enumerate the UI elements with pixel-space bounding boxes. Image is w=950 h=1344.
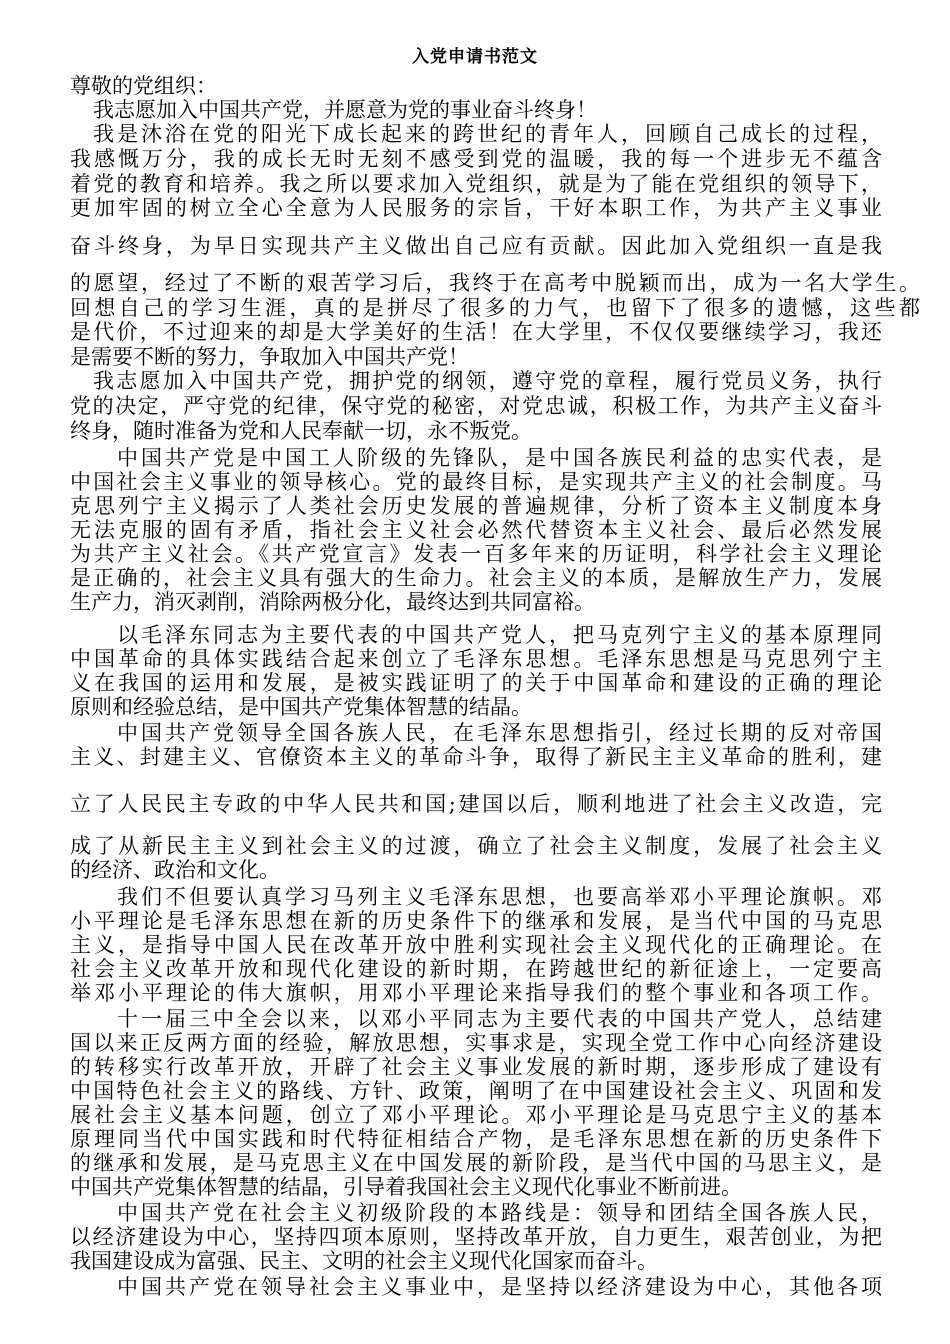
text-line: 成了从新民主主义到社会主义的过渡，确立了社会主义制度，发展了社会主义 (70, 834, 882, 858)
text-line: 中国共产党集体智慧的结晶，引导着我国社会主义现代化事业不断前进。 (70, 1175, 742, 1199)
text-line: 原理同当代中国实践和时代特征相结合产物，是毛泽东思想在新的历史条件下 (70, 1127, 882, 1151)
text-line: 的转移实行改革开放，开辟了社会主义事业发展的新时期，逐步形成了建设有 (70, 1055, 882, 1079)
text-line: 的继承和发展，是马克思主义在中国发展的新阶段，是当代中国的马思主义，是 (70, 1151, 882, 1175)
text-line: 中国共产党在社会主义初级阶段的本路线是：领导和团结全国各族人民， (117, 1201, 882, 1225)
text-line: 更加牢固的树立全心全意为人民服务的宗旨，干好本职工作，为共产主义事业 (70, 196, 882, 220)
text-line: 的愿望，经过了不断的艰苦学习后，我终于在高考中脱颖而出，成为一名大学生。 (70, 271, 920, 295)
text-line: 是正确的，社会主义具有强大的生命力。社会主义的本质，是解放生产力，发展 (70, 566, 882, 590)
text-line: 我志愿加入中国共产党，并愿意为党的事业奋斗终身！ (93, 98, 597, 122)
text-line: 主义、封建主义、官僚资本主义的革命斗争，取得了新民主主义革命的胜利，建 (70, 745, 882, 769)
text-line: 党的决定，严守党的纪律，保守党的秘密，对党忠诚，积极工作，为共产主义奋斗 (70, 394, 882, 418)
text-line: 举邓小平理论的伟大旗帜，用邓小平理论来指导我们的整个事业和各项工作。 (70, 981, 882, 1005)
salutation: 尊敬的党组织： (70, 74, 217, 98)
text-line: 生产力，消灭剥削，消除两极分化，最终达到共同富裕。 (70, 590, 595, 614)
text-line: 无法克服的固有矛盾，指社会主义社会必然代替资本主义社会、最后必然发展 (70, 518, 882, 542)
text-line: 社会主义改革开放和现代化建设的新时期，在跨越世纪的新征途上，一定要高 (70, 957, 882, 981)
text-line: 中国社会主义事业的领导核心。党的最终目标，是实现共产主义的社会制度。马 (70, 470, 882, 494)
text-line: 国以来正反两方面的经验，解放思想，实事求是，实现全党工作中心向经济建设 (70, 1031, 882, 1055)
text-line: 回想自己的学习生涯，真的是拼尽了很多的力气，也留下了很多的遗憾，这些都 (70, 296, 920, 320)
text-line: 是需要不断的努力，争取加入中国共产党！ (70, 345, 469, 369)
text-line: 终身，随时准备为党和人民奉献一切，永不叛党。 (70, 419, 532, 443)
text-line: 中国共产党领导全国各族人民，在毛泽东思想指引，经过长期的反对帝国 (117, 721, 882, 745)
text-line: 我是沐浴在党的阳光下成长起来的跨世纪的青年人，回顾自己成长的过程， (93, 122, 882, 146)
text-line: 奋斗终身，为早日实现共产主义做出自己应有贡献。因此加入党组织一直是我 (70, 234, 882, 258)
document-title: 入党申请书范文 (412, 47, 538, 67)
text-line: 小平理论是毛泽东思想在新的历史条件下的继承和发展，是当代中国的马克思 (70, 909, 882, 933)
text-line: 原则和经验总结，是中国共产党集体智慧的结晶。 (70, 695, 532, 719)
text-line: 为共产主义社会。《共产党宣言》发表一百多年来的历证明，科学社会主义理论 (70, 542, 882, 566)
text-line: 我感慨万分，我的成长无时无刻不感受到党的温暖，我的每一个进步无不蕴含 (70, 147, 882, 171)
text-line: 中国特色社会主义的路线、方针、政策，阐明了在中国建设社会主义、巩固和发 (70, 1079, 882, 1103)
text-line: 主义，是指导中国人民在改革开放中胜利实现社会主义现代化的正确理论。在 (70, 933, 882, 957)
text-line: 是代价，不过迎来的却是大学美好的生活！在大学里，不仅仅要继续学习，我还 (70, 320, 882, 344)
text-line: 的经济、政治和文化。 (70, 858, 280, 882)
text-line: 我志愿加入中国共产党，拥护党的纲领，遵守党的章程，履行党员义务，执行 (93, 369, 882, 393)
text-line: 中国革命的具体实践结合起来创立了毛泽东思想。毛泽东思想是马克思列宁主 (70, 647, 882, 671)
text-line: 以经济建设为中心，坚持四项本原则，坚持改革开放，自力更生，艰苦创业，为把 (70, 1225, 882, 1249)
text-line: 克思列宁主义揭示了人类社会历史发展的普遍规律，分析了资本主义制度本身 (70, 494, 882, 518)
text-line: 中国共产党在领导社会主义事业中，是坚持以经济建设为中心，其他各项 (117, 1275, 882, 1299)
text-line: 着党的教育和培养。我之所以要求加入党组织，就是为了能在党组织的领导下， (70, 172, 882, 196)
text-line: 义在我国的运用和发展，是被实践证明了的关于中国革命和建设的正确的理论 (70, 671, 882, 695)
text-line: 展社会主义基本问题，创立了邓小平理论。邓小平理论是马克思宁主义的基本 (70, 1103, 882, 1127)
text-line: 以毛泽东同志为主要代表的中国共产党人，把马克列宁主义的基本原理同 (117, 623, 882, 647)
text-line: 我国建设成为富强、民主、文明的社会主义现代化国家而奋斗。 (70, 1249, 658, 1273)
text-line: 中国共产党是中国工人阶级的先锋队，是中国各族民利益的忠实代表，是 (117, 446, 882, 470)
text-line: 十一届三中全会以来，以邓小平同志为主要代表的中国共产党人，总结建 (117, 1007, 882, 1031)
text-line: 立了人民民主专政的中华人民共和国;建国以后，顺利地进了社会主义改造，完 (70, 792, 882, 816)
text-line: 我们不但要认真学习马列主义毛泽东思想，也要高举邓小平理论旗帜。邓 (117, 885, 882, 909)
